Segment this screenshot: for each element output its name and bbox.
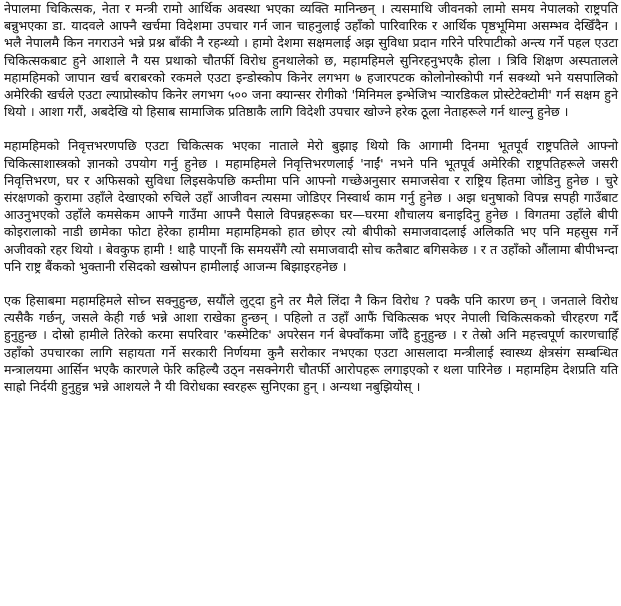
paragraph-spacer (4, 120, 618, 137)
paragraph-3: एक हिसाबमा महामहिमले सोच्न सक्नुहुन्छ, सयौंले लुट्दा हुने तर मैले लिंदा नै किन विरोध ? पक्कै पनि कारण छन् । जनताले विरोध त्यसैकै गर्छन्, जसले केही गर्छ भन्ने आशा राखेका हुन्छन् । पहिलो त उहाँ आफैं चिकित्सक भएर नेपाली चिकित्सकको चीरहरण गर्दै हुनुहुन्छ । दोस्रो हामीले तिरेको करमा सपरिवार 'कस्मेटिक' अपरेसन गर्न बेफ्वाँकमा जाँदै हुनुहुन्छ । र तेस्रो अनि महत्त्वपूर्ण कारणचाहिँ उहाँको उपचारका लागि सहायता गर्ने सरकारी निर्णयमा कुनै सरोकार नभएका एउटा आसलादा मन्त्रीलाई स्वास्थ्य क्षेत्रसंग सम्बन्धित मन्त्रालयमा आर्सिन भएकै कारणले फेरि कहिल्यै उठ्न नसक्नेगरी चौतर्फी आरोपहरू लगाइएको र थला पारिनेछ । महामहिम देशप्रति यति साह्रो निर्दयी हुनुहुन्न भन्ने आशयले नै यी विरोधका स्वरहरू सुनिएका हुन् । अन्यथा नबुझियोस् । (4, 293, 618, 395)
paragraph-spacer (4, 275, 618, 292)
article-body (4, 0, 618, 395)
paragraph-1: नेपालमा चिकित्सक, नेता र मन्त्री रामो आर्थिक अवस्था भएका व्यक्ति मानिन्छन् । त्यसमाथि जीवनको लामो समय नेपालको राष्ट्रपति बन्नुभएका डा. यादवले आफ्नै खर्चमा विदेशमा उपचार गर्न जान चाहनुलाई उहाँको पारिवारिक र आर्थिक पृष्ठभूमिमा असम्भव देखिँदैन । भलै नेपालमै किन नगराउने भन्ने प्रश्न बाँकी नै रहन्थ्यो । हामो देशमा सक्षमलाई अझ सुविधा प्रदान गरिने परिपाटीको अन्त्य गर्ने पहल एउटा चिकित्सकबाट हुने आशाले नै यस प्रथाको चौतर्फी विरोध हुनथालेको छ, महामहिमले सुनिरहनुभएकै होला । त्रिवि शिक्षण अस्पतालले महामहिमको जापान खर्च बराबरको रकमले एउटा इन्डोस्कोप किनेर लगभग ७ हजारपटक कोलोनोस्कोपी गर्न सक्थ्यो भने यसपालिको अमेरिकी खर्चले एउटा ल्याप्रोस्कोप किनेर लगभग ५०० जना क्यान्सर रोगीको 'मिनिमल इन्भेजिभ र्‍यारडिकल प्रोस्टेटेक्टोमी' गर्न सक्षम हुने थियो । आशा गरौं, अबदेखि यो हिसाब सामाजिक प्रतिष्ठाकै लागि विदेशी उपचार खोज्ने हरेक ठूला नेताहरूले गर्न थाल्नु हुनेछ । (4, 1, 618, 120)
paragraph-2: महामहिमको निवृत्तभरणपछि एउटा चिकित्सक भएका नाताले मेरो बुझाइ थियो कि आगामी दिनमा भूतपूर्व राष्ट्रपतिले आफ्नो चिकित्साशास्त्रको ज्ञानको उपयोग गर्नु हुनेछ । महामहिमले निवृत्तिभरणलाई 'नाईं' नभने पनि भूतपूर्व अमेरिकी राष्ट्रपतिहरूले जसरी निवृत्तिभरण, घर र अफिसको सुविधा लिइसकेपछि कम्तीमा पनि आफ्नो गच्छेअनुसार समाजसेवा र राष्ट्रिय हितमा जोडिनु हुनेछ । चुरे संरक्षणको कुरामा उहाँले देखाएको रुचिले उहाँ आजीवन त्यसमा जोडिएर निस्वार्थ काम गर्नु हुनेछ । अझ धनुषाको विपन्न सपही गाउँबाट आउनुभएको उहाँले कमसेकम आफ्नै गाउँमा आफ्नै पैसाले विपन्नहरूका घर—घरमा शौचालय बनाइदिनु हुनेछ । विगतमा उहाँले बीपी कोइरालाको नाडी छामेका फोटा हेरेका हामीमा महामहिमको हात छोएर त्यो बीपीको समाजवादलाई अलिकति भए पनि महसुस गर्ने अजीवको रहर थियो । बेवकुफ हामी ! थाहै पाएनौं कि समयसँगै त्यो समाजवादी सोच कतैबाट बगिसकेछ । र त उहाँको औंलामा बीपीभन्दा पनि राष्ट्र बैंकको भुक्तानी रसिदको खस्रोपन हामीलाई आजन्म बिझाइरहनेछ । (4, 138, 618, 274)
